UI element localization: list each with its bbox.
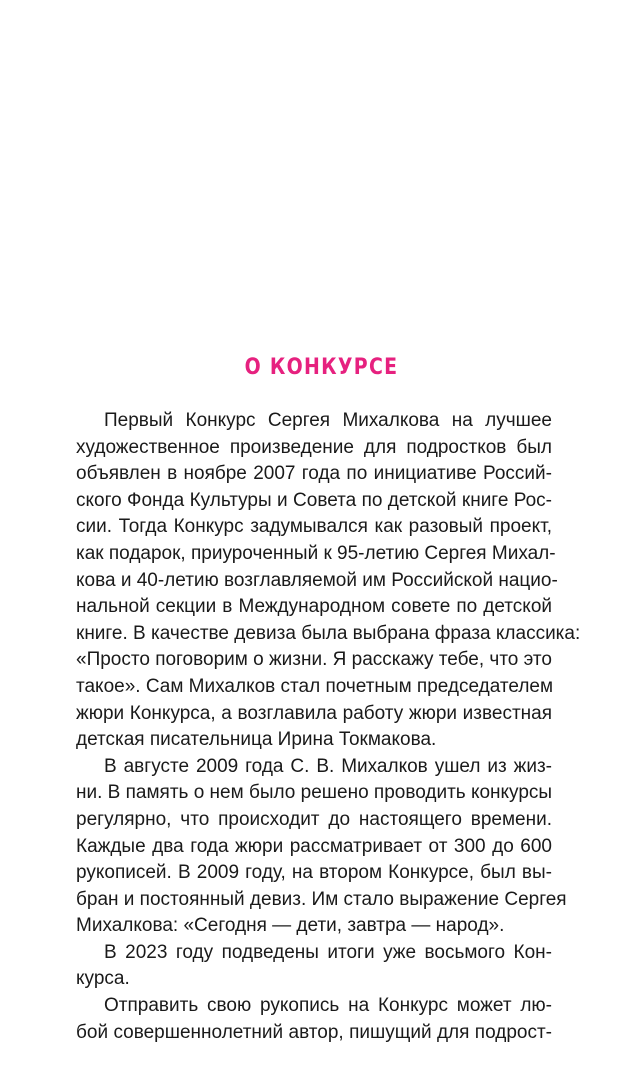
text-line: сии. Тогда Конкурс задумывался как разовый проект,	[76, 516, 552, 538]
text-line: Каждые два года жюри рассматривает от 300 до 600	[76, 835, 552, 857]
paragraph	[76, 993, 552, 1046]
text-line: Михалкова: «Сегодня — дети, завтра — народ».	[76, 915, 505, 937]
text-line: как подарок, приуроченный к 95-летию Сергея Михал-	[76, 542, 556, 564]
text-line: кова и 40-летию возглавляемой им Российской нацио-	[76, 569, 558, 591]
text-line: «Просто поговорим о жизни. Я расскажу тебе, что это	[76, 649, 552, 671]
paragraph	[76, 408, 581, 754]
text-line: ского Фонда Культуры и Совета по детской книге Рос-	[76, 489, 552, 511]
text-line: бран и постоянный девиз. Им стало выражение Сергея	[76, 888, 567, 910]
text-line: бой совершеннолетний автор, пишущий для подрост-	[76, 1021, 552, 1043]
text-line: книге. В качестве девиза была выбрана фраза классика:	[76, 622, 581, 644]
text-line: жюри Конкурса, а возглавила работу жюри известная	[76, 702, 552, 724]
body-text	[76, 408, 581, 1046]
text-line: В августе 2009 года С. В. Михалков ушел из жиз-	[104, 755, 552, 777]
text-line: художественное произведение для подростков был	[76, 436, 552, 458]
text-line: Первый Конкурс Сергея Михалкова на лучшее	[104, 410, 552, 431]
paragraph	[76, 940, 552, 993]
text-line: нальной секции в Международном совете по детской	[76, 596, 552, 618]
text-line: курса.	[76, 968, 130, 990]
text-line: Отправить свою рукопись на Конкурс может лю-	[104, 995, 552, 1017]
text-line: объявлен в ноябре 2007 года по инициативе Россий-	[76, 463, 552, 485]
text-line: рукописей. В 2009 году, на втором Конкурсе, был вы-	[76, 862, 552, 884]
section-heading: О КОНКУРСЕ	[244, 355, 399, 380]
text-line: ни. В память о нем было решено проводить конкурсы	[76, 782, 553, 804]
text-line: детская писательница Ирина Токмакова.	[76, 729, 437, 751]
paragraph	[76, 754, 567, 940]
text-line: такое». Сам Михалков стал почетным председателем	[76, 675, 554, 697]
text-line: регулярно, что происходит до настоящего времени.	[76, 808, 552, 830]
text-line: В 2023 году подведены итоги уже восьмого Кон-	[104, 941, 552, 963]
